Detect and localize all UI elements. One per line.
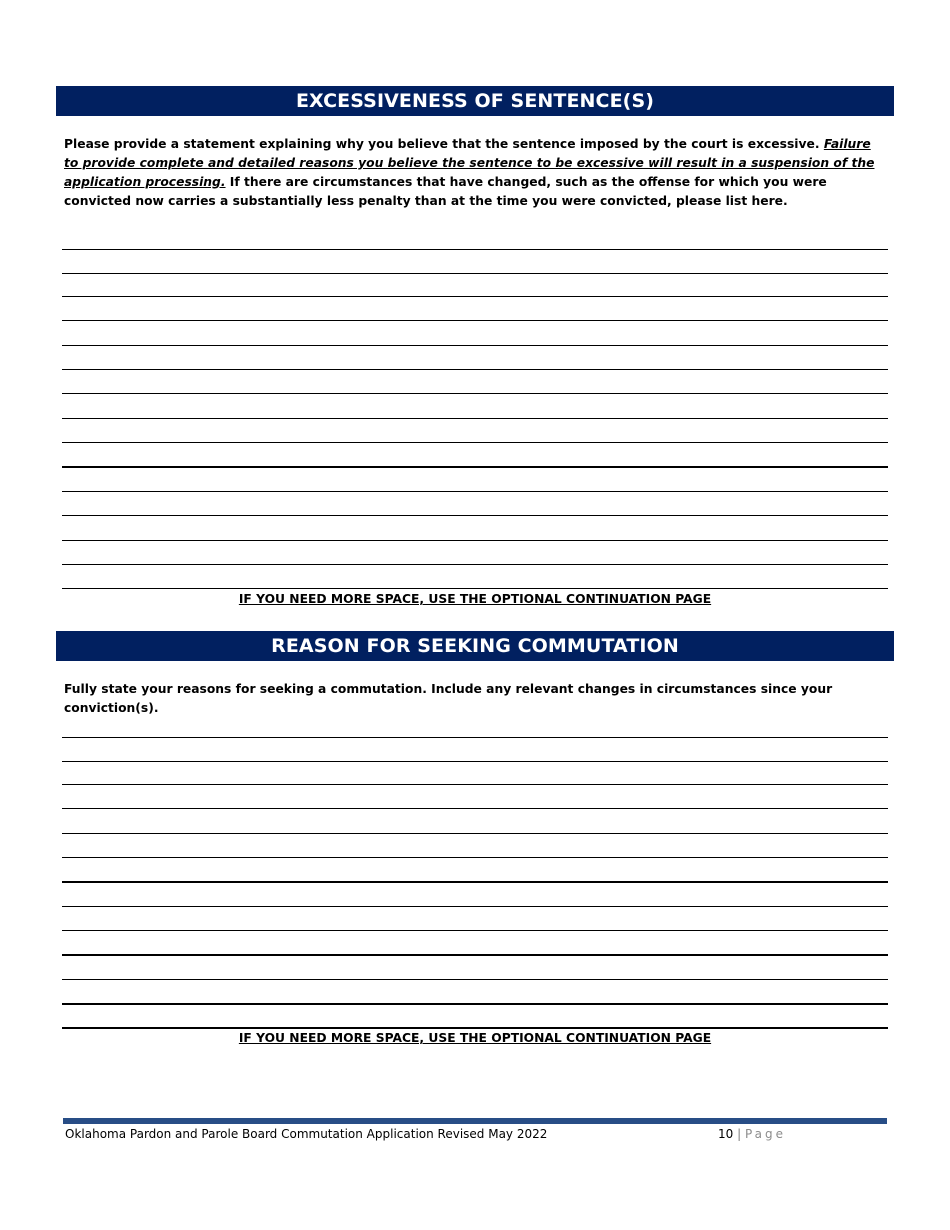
- writing-line[interactable]: [62, 954, 888, 956]
- footer-document-title: Oklahoma Pardon and Parole Board Commutation Application Revised May 2022: [65, 1127, 548, 1141]
- writing-line[interactable]: [62, 881, 888, 883]
- instructions-warning: Failure to provide complete and detailed reasons you believe the sentence to be excessive will result in a suspension of the application processing.: [64, 137, 875, 189]
- writing-line[interactable]: [62, 808, 888, 809]
- writing-line[interactable]: [62, 906, 888, 907]
- writing-line[interactable]: [62, 273, 888, 274]
- writing-line[interactable]: [62, 540, 888, 541]
- instructions-followup: If there are circumstances that have changed, such as the offense for which you were convicted now carries a substantially less penalty than at the time you were convicted, please list here.: [64, 175, 827, 208]
- writing-line[interactable]: [62, 784, 888, 785]
- writing-line[interactable]: [62, 737, 888, 738]
- writing-line[interactable]: [62, 833, 888, 834]
- writing-line[interactable]: [62, 857, 888, 858]
- page-label: Page: [744, 1127, 787, 1141]
- writing-line[interactable]: [62, 393, 888, 394]
- writing-line[interactable]: [62, 466, 888, 468]
- writing-line[interactable]: [62, 369, 888, 370]
- writing-line[interactable]: [62, 442, 888, 443]
- commutation-instructions: Fully state your reasons for seeking a commutation. Include any relevant changes in circumstances since your conviction(s).: [64, 682, 833, 715]
- writing-line[interactable]: [62, 345, 888, 346]
- writing-line[interactable]: [62, 1027, 888, 1029]
- writing-line[interactable]: [62, 418, 888, 419]
- writing-line[interactable]: [62, 588, 888, 589]
- writing-line[interactable]: [62, 296, 888, 297]
- instructions-intro: Please provide a statement explaining why you believe that the sentence imposed by the court is excessive.: [64, 137, 824, 151]
- excessiveness-instructions: [64, 135, 888, 211]
- writing-line[interactable]: [62, 491, 888, 492]
- writing-line[interactable]: [62, 320, 888, 321]
- section-header-excessiveness: EXCESSIVENESS OF SENTENCE(S): [56, 86, 894, 116]
- writing-line[interactable]: [62, 930, 888, 931]
- section-header-commutation: REASON FOR SEEKING COMMUTATION: [56, 631, 894, 661]
- continuation-note-commutation: IF YOU NEED MORE SPACE, USE THE OPTIONAL CONTINUATION PAGE: [238, 1031, 712, 1045]
- writing-line[interactable]: [62, 249, 888, 250]
- writing-line[interactable]: [62, 515, 888, 516]
- footer-page-indicator: [718, 1127, 786, 1141]
- writing-line[interactable]: [62, 979, 888, 980]
- page-number: 10: [718, 1127, 734, 1141]
- writing-line[interactable]: [62, 761, 888, 762]
- footer-divider: [63, 1118, 887, 1124]
- writing-line[interactable]: [62, 1003, 888, 1005]
- page-separator: |: [737, 1127, 742, 1141]
- writing-line[interactable]: [62, 564, 888, 565]
- continuation-note-excessiveness: IF YOU NEED MORE SPACE, USE THE OPTIONAL CONTINUATION PAGE: [238, 592, 712, 606]
